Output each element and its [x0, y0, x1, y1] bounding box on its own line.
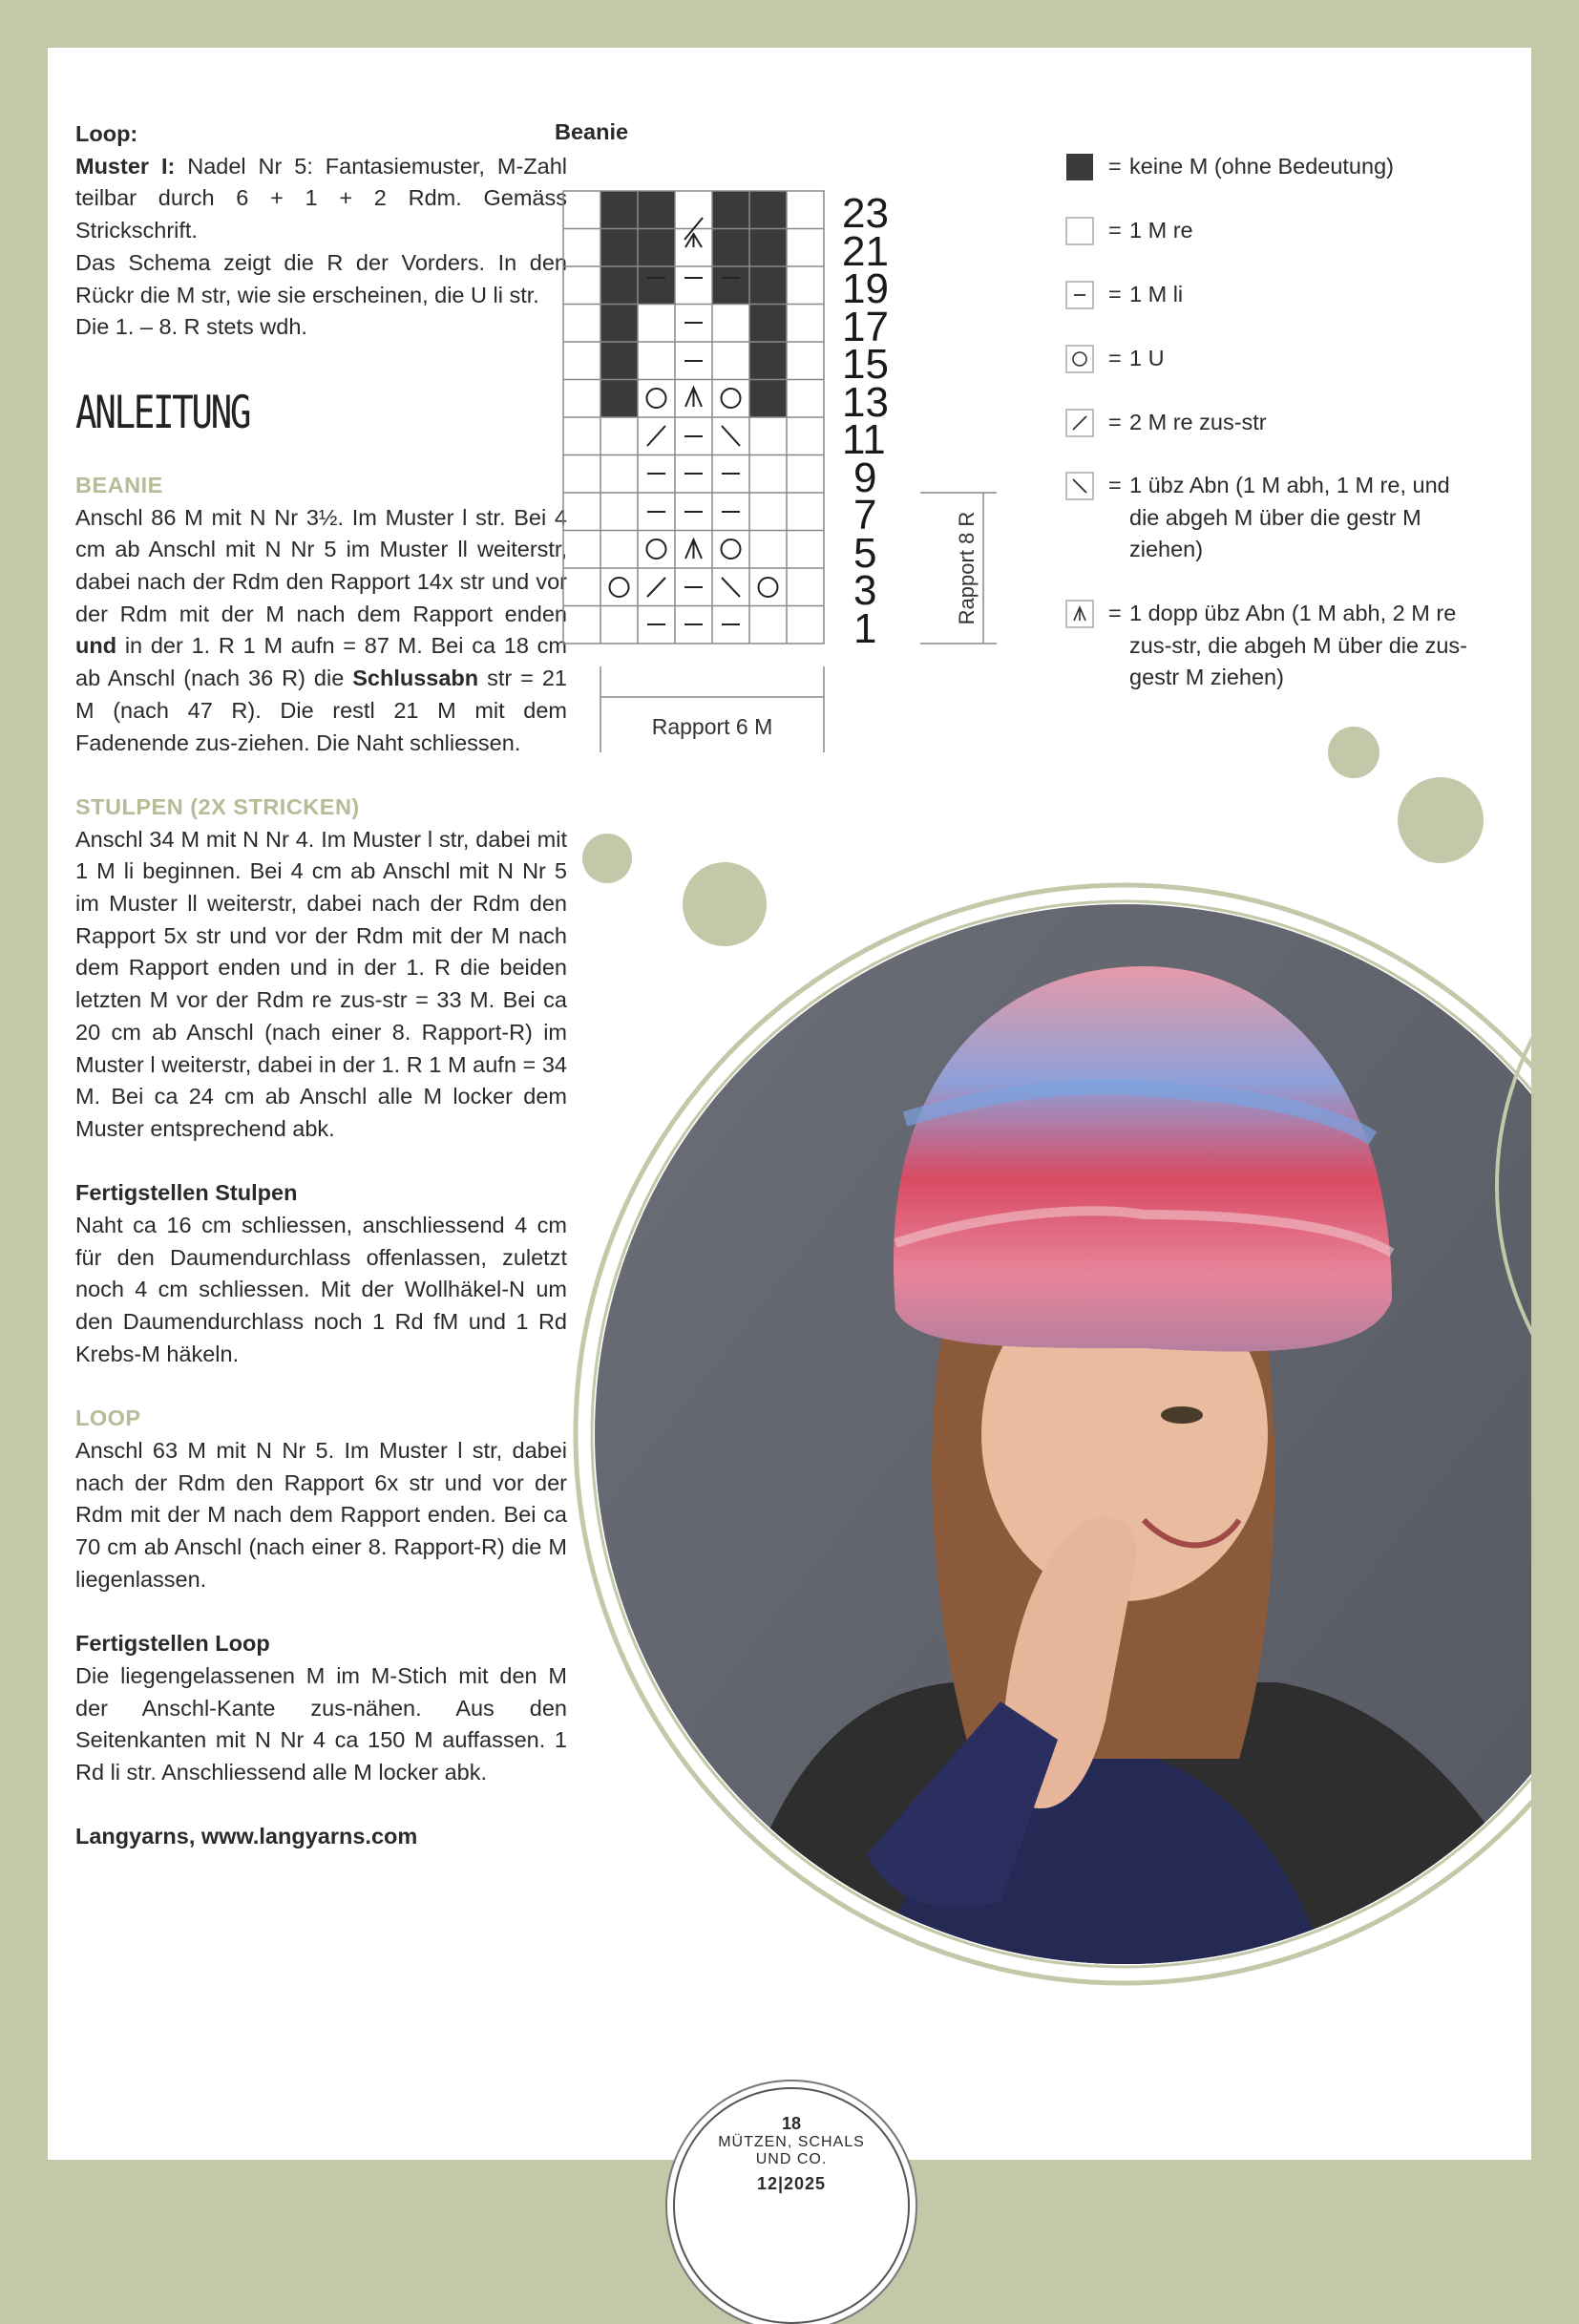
legend-text: 2 M re zus-str	[1129, 410, 1267, 434]
beanie-schlussabn: Schlussabn	[352, 666, 479, 691]
slash-right-icon	[1065, 409, 1094, 437]
loop-title: LOOP	[75, 1405, 141, 1431]
issue-number: 12|2025	[756, 2174, 827, 2193]
row-number: 13	[842, 379, 889, 426]
muster-label: Muster I:	[75, 153, 176, 179]
legend-eq: =	[1108, 218, 1122, 243]
row-number: 9	[853, 454, 877, 501]
circle-icon	[1065, 345, 1094, 373]
page-number: 18	[781, 2114, 802, 2133]
row-number: 5	[853, 530, 877, 577]
decorative-dot	[1328, 727, 1379, 778]
instructions-column	[75, 118, 567, 1853]
legend-text: keine M (ohne Bedeutung)	[1129, 154, 1394, 179]
knitting-chart	[563, 191, 1098, 821]
legend-eq: =	[1108, 410, 1122, 434]
decorative-dot	[1398, 777, 1484, 863]
legend-eq: =	[1108, 346, 1122, 370]
beanie-text-part2: in der 1. R 1 M aufn = 87 M. Bei ca 18 cm ab Anschl (nach 36 R) die	[75, 633, 567, 691]
legend-item	[1065, 343, 1476, 407]
section-heading: ANLEITUNG	[75, 386, 250, 439]
legend-item	[1065, 407, 1476, 470]
intro-title: Loop:	[75, 121, 138, 146]
repeat-width-label: Rapport 6 M	[651, 714, 773, 739]
row-number: 3	[853, 567, 877, 614]
chart-title: Beanie	[555, 119, 629, 144]
row-number: 15	[842, 341, 889, 388]
chart-row-numbers	[842, 190, 889, 652]
row-number: 19	[842, 265, 889, 312]
legend-item	[1065, 279, 1476, 343]
legend-item	[1065, 470, 1476, 598]
legend-eq: =	[1108, 601, 1122, 625]
fertig-loop-text: Die liegengelassenen M im M-Stich mit den M der Anschl-Kante zus-nähen. Aus den Seitenkanten mit N Nr 4 ca 150 M auffassen. 1 Rd li str. Anschliessend alle M locker abk.	[75, 1662, 567, 1785]
loop-text: Anschl 63 M mit N Nr 5. Im Muster l str, dabei nach der Rdm den Rapport 6x str und vor der Rdm mit der M nach dem Rapport enden. Bei ca 70 cm ab Anschl (nach einer 8. Rapport-R) die M liegenlassen.	[75, 1437, 567, 1592]
page	[48, 48, 1531, 2193]
legend-eq: =	[1108, 473, 1122, 497]
beanie-text-part3: str = 21 M (nach 47 R). Die restl 21 M mit dem Fadenende zus-ziehen. Die Naht schliessen.	[75, 666, 567, 755]
chart-legend	[1065, 151, 1476, 694]
legend-text: 1 übz Abn (1 M abh, 1 M re, und die abgeh M über die gestr M ziehen)	[1129, 473, 1450, 562]
muster-text: Nadel Nr 5: Fantasiemuster, M-Zahl teilbar durch 6 + 1 + 2 Rdm. Gemäss Strickschrift.	[75, 153, 567, 243]
repeat-width-bracket	[600, 666, 824, 752]
repeat-text: Die 1. – 8. R stets wdh.	[75, 314, 307, 340]
source-link[interactable]: Langyarns, www.langyarns.com	[75, 1824, 418, 1849]
legend-eq: =	[1108, 282, 1122, 306]
schema-text: Das Schema zeigt die R der Vorders. In den Rückr die M str, wie sie erscheinen, die U li str.	[75, 249, 567, 307]
slash-left-icon	[1065, 472, 1094, 500]
fertig-stulpen-text: Naht ca 16 cm schliessen, anschliessend 4 cm für den Daumendurchlass offenlassen, zuletzt noch 4 cm schliessen. Mit der Wollhäkel-N um den Daumendurchlass noch 1 Rd fM und 1 Rd Krebs-M häkeln.	[75, 1213, 567, 1366]
beanie-text-part1: Anschl 86 M mit N Nr 3½. Im Muster l str. Bei 4 cm ab Anschl mit N Nr 5 im Muster ll weiterstr, dabei nach der Rdm den Rapport 14x str und vor der Rdm mit der M nach dem Rapport enden	[75, 504, 567, 626]
fertig-stulpen-title: Fertigstellen Stulpen	[75, 1180, 298, 1206]
row-number: 11	[842, 416, 886, 463]
legend-eq: =	[1108, 154, 1122, 179]
row-number: 1	[853, 605, 877, 652]
fertig-loop-title: Fertigstellen Loop	[75, 1631, 270, 1657]
model-photo	[552, 899, 1531, 2160]
row-number: 23	[842, 190, 889, 237]
legend-text: 1 M re	[1129, 218, 1193, 243]
legend-text: 1 dopp übz Abn (1 M abh, 2 M re zus-str, die abgeh M über die zus-gestr M ziehen)	[1129, 601, 1467, 690]
empty-square-icon	[1065, 217, 1094, 245]
row-number: 17	[842, 304, 889, 350]
repeat-height-label: Rapport 8 R	[955, 511, 979, 625]
legend-text: 1 M li	[1129, 282, 1184, 306]
magazine-title-line1: MÜTZEN, SCHALS	[718, 2134, 865, 2150]
stulpen-title: STULPEN (2X STRICKEN)	[75, 793, 360, 819]
stulpen-text: Anschl 34 M mit N Nr 4. Im Muster l str, dabei mit 1 M li beginnen. Bei 4 cm ab Anschl mit N Nr 5 im Muster ll weiterstr, dabei nach der Rdm den Rapport 5x str und vor der Rdm mit der M nach dem Rapport enden und in der 1. R die beiden letzten M vor der Rdm re zus-str = 33 M. Bei ca 20 cm ab Anschl (nach einer 8. Rapport-R) im Muster l weiterstr, dabei in der 1. R 1 M aufn = 34 M. Bei ca 24 cm ab Anschl alle M locker dem Muster entsprechend abk.	[75, 826, 567, 1141]
decorative-dot	[582, 834, 632, 883]
beanie-und: und	[75, 633, 117, 659]
muster-paragraph	[75, 151, 567, 247]
page-badge	[673, 2087, 910, 2324]
legend-item	[1065, 215, 1476, 279]
magazine-title-line2: UND CO.	[755, 2151, 828, 2167]
dash-icon	[1065, 281, 1094, 309]
beanie-title: BEANIE	[75, 472, 163, 497]
legend-text: 1 U	[1129, 346, 1165, 370]
double-decrease-icon	[1065, 600, 1094, 628]
beanie-text	[75, 502, 567, 760]
legend-item	[1065, 598, 1476, 694]
row-number: 21	[842, 228, 889, 275]
row-number: 7	[853, 492, 877, 539]
black-square-icon	[1065, 153, 1094, 181]
legend-item	[1065, 151, 1476, 215]
